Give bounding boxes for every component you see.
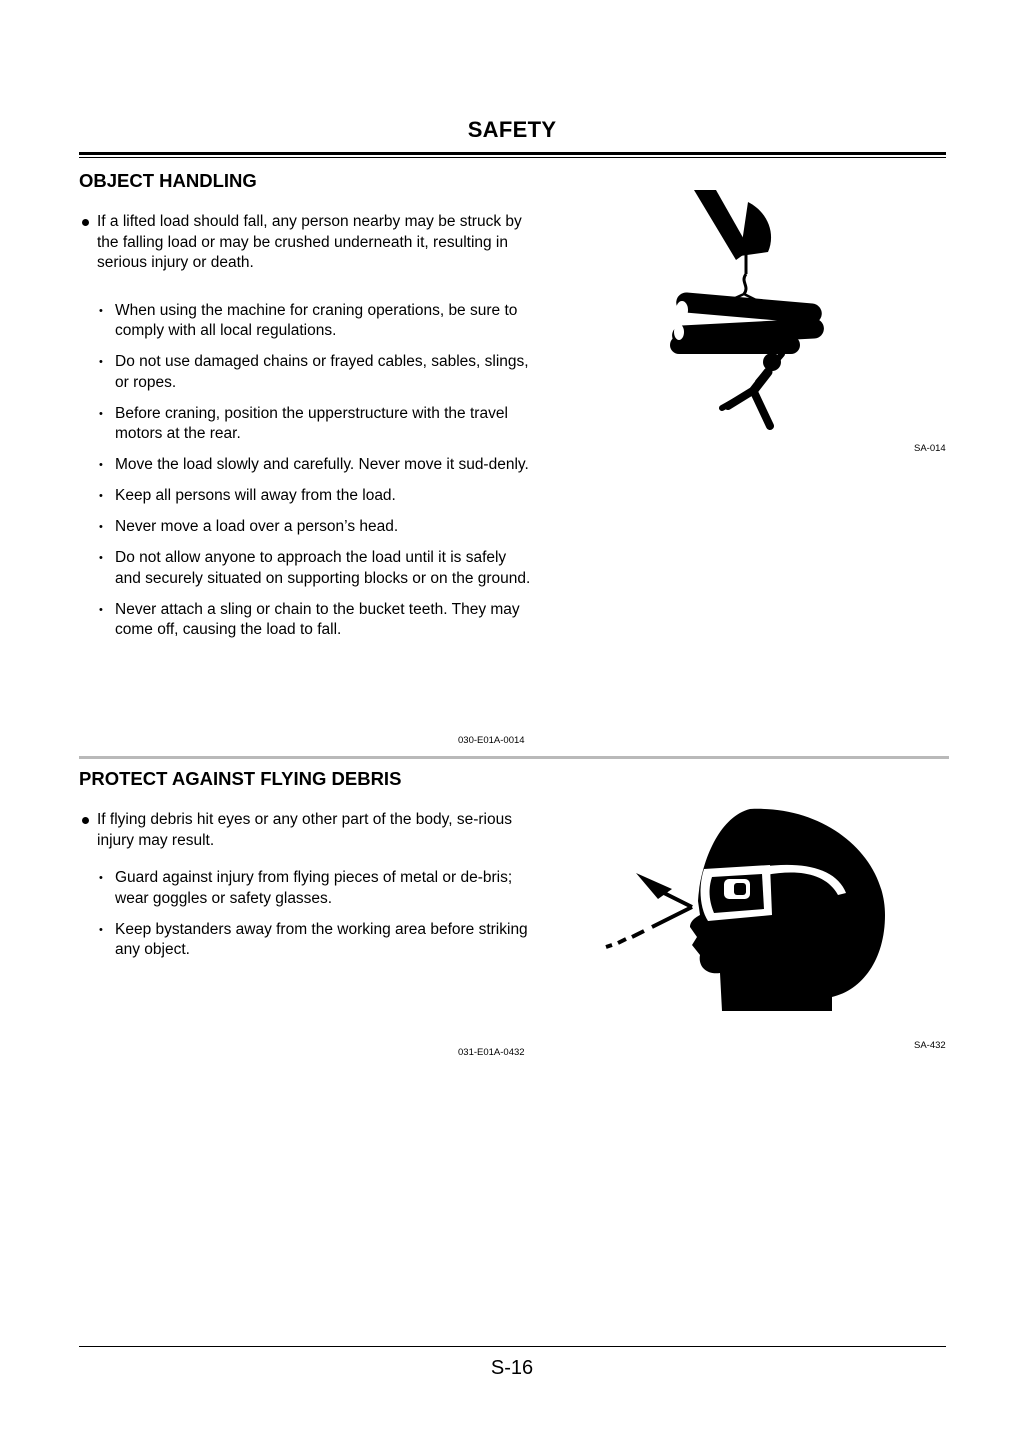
precaution-list (79, 868, 531, 961)
section-divider (79, 756, 949, 759)
section-title-object-handling: OBJECT HANDLING (79, 170, 257, 191)
header-rule (79, 152, 946, 155)
page-number: S-16 (490, 1357, 534, 1379)
list-item: • Do not allow anyone to approach the load until it is safely and securely situated on supporting blocks or on the ground. (79, 548, 531, 589)
falling-load-icon (660, 186, 840, 436)
list-item: • Before craning, position the upperstructure with the travel motors at the rear. (79, 404, 531, 445)
list-item: • Keep bystanders away from the working area before striking any object. (79, 920, 531, 961)
safety-goggles-icon (600, 805, 890, 1015)
footer-rule (79, 1346, 946, 1347)
doc-code: 031-E01A-0432 (458, 1047, 525, 1058)
figure-label: SA-014 (914, 443, 946, 454)
section-title-flying-debris: PROTECT AGAINST FLYING DEBRIS (79, 768, 402, 789)
list-item: • When using the machine for craning operations, be sure to comply with all local regulations. (79, 301, 531, 342)
list-item: • Do not use damaged chains or frayed cables, sables, slings, or ropes. (79, 352, 531, 393)
flying-debris-text (79, 810, 531, 971)
figure-label: SA-432 (914, 1040, 946, 1051)
object-handling-text (79, 212, 531, 651)
precaution-list (79, 301, 531, 641)
list-item: • Never attach a sling or chain to the bucket teeth. They may come off, causing the load to fall. (79, 600, 531, 641)
main-bullet: If a lifted load should fall, any person nearby may be struck by the falling load or may be crushed underneath it, resulting in serious injury or death. (79, 212, 531, 274)
doc-code: 030-E01A-0014 (458, 735, 525, 746)
main-bullet: If flying debris hit eyes or any other part of the body, se-rious injury may result. (79, 810, 531, 851)
page-title: SAFETY (467, 117, 557, 142)
list-item: • Keep all persons will away from the load. (79, 486, 531, 507)
header-rule-thin (79, 157, 946, 158)
list-item: • Move the load slowly and carefully. Never move it sud-denly. (79, 455, 531, 476)
list-item: • Guard against injury from flying pieces of metal or de-bris; wear goggles or safety glasses. (79, 868, 531, 909)
list-item: • Never move a load over a person’s head. (79, 517, 531, 538)
